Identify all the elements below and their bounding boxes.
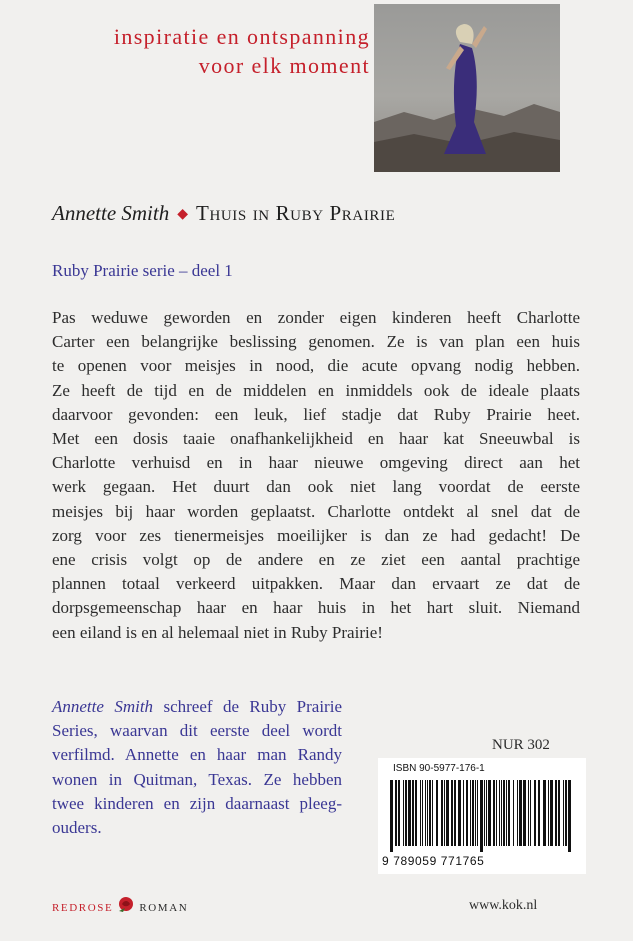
barcode-bar [530,780,531,846]
logo-dark-text: roman [139,898,189,915]
barcode-bar [568,780,571,852]
barcode-bar [463,780,464,846]
blurb-line: Pas weduwe geworden en zonder eigen kinderen heeft Charlotte [52,308,580,327]
author-bio [52,695,342,840]
bio-line: verfilmd. Annette en haar man Randy [52,745,342,765]
barcode-bar [565,780,567,846]
barcode-bar [528,780,529,846]
barcode-bar [558,780,560,846]
barcode-bar [548,780,549,846]
blurb-line: dorpsgemeenschap haar en haar huis in het hart sluit. Niemand [52,598,580,618]
barcode-bar [441,780,443,846]
publisher-logo [52,895,188,916]
author-title-line [52,201,395,226]
barcode-bar [451,780,453,846]
bio-line-1-rest: schreef de Ruby Prairie [153,697,342,716]
blurb-line: plannen totaal verkeerd uitpakken. Maar dan ervaart ze dat de [52,574,580,594]
nur-code: NUR 302 [492,737,550,753]
barcode-bar [477,780,478,846]
barcode-bar [398,780,400,846]
barcode-bar [405,780,407,846]
cover-photo [374,4,560,172]
barcode-bar [523,780,526,846]
barcode-bar [538,780,540,846]
barcode-bar [488,780,491,846]
blurb-line: Carter een belangrijke beslissing genomen. Ze is van plan een huis [52,332,580,352]
barcode-bar [550,780,553,846]
barcode-bar [486,780,487,846]
bio-line: Series, waarvan dit eerste deel wordt [52,721,342,741]
barcode-bar [501,780,502,846]
barcode-bar [412,780,414,846]
barcode-bar [415,780,417,846]
barcode-bar [475,780,476,846]
barcode-bar [484,780,485,846]
tagline-line-2: voor elk moment [198,53,370,78]
barcode-bar [508,780,510,846]
barcode-bar [427,780,428,846]
diamond-separator-icon: ◆ [177,207,189,222]
barcode-icon [388,780,576,852]
publisher-url[interactable]: www.kok.nl [469,898,538,913]
ean-digits: 9 789059 771765 [382,854,485,868]
logo-red-text: redrose [52,898,114,915]
blurb-line: zorg voor zes tienermeisjes moeilijker is dan ze had gedacht! De [52,525,580,545]
barcode-bar [472,780,474,846]
barcode-bar [436,780,438,846]
rose-icon [115,895,137,915]
barcode-bar [534,780,536,846]
barcode-bar [555,780,557,846]
blurb-line: Ze heeft de tijd en de middelen en inmiddels ook de ideale plaats [52,380,580,400]
barcode-bar [395,780,397,846]
barcode-bar [517,780,518,846]
blurb-line: meisjes bij haar worden geplaatst. Charlotte ontdekt al snel dat de [52,501,580,521]
barcode-bar [499,780,500,846]
barcode-bar [446,780,449,846]
barcode-bar [493,780,495,846]
barcode-bar [506,780,507,846]
blurb-line: Charlotte verhuisd en in haar nieuwe omgeving direct aan het [52,453,580,473]
bio-line: wonen in Quitman, Texas. Ze hebben [52,769,342,789]
tagline-line-1: inspiratie en ontspanning [113,24,370,49]
barcode-bar [444,780,445,846]
barcode-bar [519,780,522,846]
book-title: Thuis in Ruby Prairie [196,201,396,225]
bio-line: twee kinderen en zijn daarnaast pleeg- [52,793,342,813]
barcode-bar [432,780,433,846]
blurb-line: Met een dosis taaie onafhankelijkheid en haar kat Sneeuwbal is [52,429,580,449]
isbn-label: ISBN 90-5977-176-1 [393,763,485,774]
barcode-bar [458,780,461,846]
tagline [40,22,370,80]
barcode-bar [480,780,483,852]
barcode-bar [422,780,423,846]
barcode-bar [425,780,426,846]
barcode-bar [454,780,456,846]
barcode-bar [563,780,564,846]
blurb-line: ene crisis volgt op de andere en ze ziet een aantal prachtige [52,550,580,570]
barcode-bar [513,780,514,846]
bio-line: ouders. [52,818,102,838]
bio-line [52,695,342,719]
barcode-bar [503,780,505,846]
barcode-bar [496,780,497,846]
bio-author-name: Annette Smith [52,697,154,716]
blurb-text [52,306,580,645]
series-label: Ruby Prairie serie – deel 1 [52,261,233,280]
blurb-line: daarvoor gevonden: een leuk, lief stadje dat Ruby Prairie heet. [52,404,580,424]
barcode-bar [408,780,411,846]
blurb-line: een eiland is en al helemaal niet in Ruby Prairie! [52,622,383,642]
author-name: Annette Smith [52,201,170,225]
barcode-box [378,758,586,874]
blurb-line: te openen voor meisjes in nood, die acute opvang nodig hebben. [52,356,580,376]
blurb-line: werk gegaan. Het duurt dan ook niet lang voordat de eerste [52,477,580,497]
barcode-bar [470,780,471,846]
barcode-bar [420,780,421,846]
barcode-bar [429,780,431,846]
barcode-bar [390,780,393,852]
barcode-bar [466,780,468,846]
barcode-bar [403,780,404,846]
barcode-bar [543,780,546,846]
